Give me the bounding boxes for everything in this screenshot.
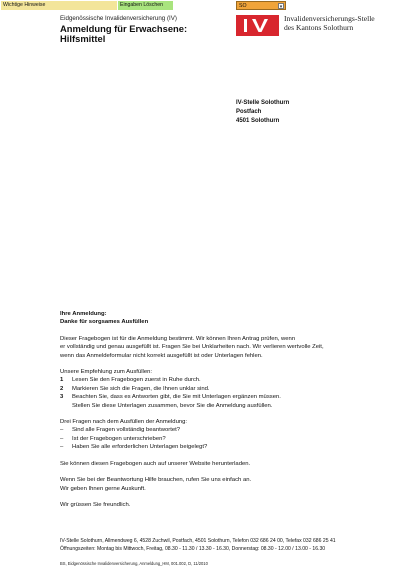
clear-inputs-button[interactable]: Eingaben Löschen <box>118 1 173 10</box>
footer-contact <box>60 538 336 553</box>
dash-marker: – <box>60 444 64 451</box>
document-id: BS, Eidgenössische Invalidenversicherung, Anmeldung_HM, 001.002, D, 11/2010 <box>60 561 208 566</box>
important-hints-button[interactable]: Wichtige Hinweise <box>1 1 117 10</box>
questions-title: Drei Fragen nach dem Ausfüllen der Anmeldung: <box>60 419 188 426</box>
form-toolbar <box>0 0 411 11</box>
address-line1: IV-Stelle Solothurn <box>236 100 290 106</box>
list-item <box>60 443 405 451</box>
help-line2: Wir geben Ihnen gerne Auskunft. <box>60 485 146 492</box>
body-heading1: Ihre Anmeldung: <box>60 311 107 317</box>
list-item <box>60 426 405 434</box>
step-text: Beachten Sie, dass es Antworten gibt, die Sie mit Unterlagen ergänzen müssen. <box>72 394 281 401</box>
page-title-line2: Hilfsmittel <box>60 33 106 44</box>
page-title-line1: Anmeldung für Erwachsene: <box>60 23 188 34</box>
intro-line: Dieser Fragebogen ist für die Anmeldung bestimmt. Wir können Ihren Antrag prüfen, wenn <box>60 335 296 342</box>
intro-line: er vollständig und genau ausgefüllt ist. Fragen Sie bei Unklarheiten nach. Wir verlieren wertvolle Zeit, <box>60 344 324 351</box>
step-text: Markieren Sie sich die Fragen, die Ihnen unklar sind. <box>72 385 210 392</box>
intro-line: wenn das Anmeldeformular nicht korrekt ausgefüllt ist oder Unterlagen fehlen. <box>60 352 263 359</box>
footer-address-line: IV-Stelle Solothurn, Allmendweg 6, 4528 Zuchwil, Postfach, 4501 Solothurn, Telefon 032 686 24 00, Telefax 032 686 25 41 <box>60 538 336 544</box>
greeting: Wir grüssen Sie freundlich. <box>60 501 131 508</box>
list-item <box>60 385 405 393</box>
list-item <box>60 376 405 384</box>
footer-hours-line: Öffnungszeiten: Montag bis Mittwoch, Freitag, 08.30 - 11.30 / 13.30 - 16.30, Donnerstag: 08.30 - 12.00 / 13.00 - 16.30 <box>60 545 326 552</box>
recommendation-title: Unsere Empfehlung zum Ausfüllen: <box>60 369 153 376</box>
download-note: Sie können diesen Fragebogen auch auf unserer Website herunterladen. <box>60 460 251 467</box>
address-line3: 4501 Solothurn <box>236 118 280 124</box>
letter-body <box>60 302 405 517</box>
address-line2: Postfach <box>236 109 262 115</box>
question-text: Sind alle Fragen vollständig beantwortet? <box>72 427 181 434</box>
logo-org-line2: des Kantons Solothurn <box>284 23 354 32</box>
question-text: Haben Sie alle erforderlichen Unterlagen beigelegt? <box>72 444 208 451</box>
list-item <box>60 435 405 443</box>
dash-marker: – <box>60 435 64 442</box>
chevron-down-icon[interactable]: ▾ <box>279 4 283 10</box>
canton-select-value: SO <box>239 3 247 9</box>
logo-org-line1: Invalidenversicherungs-Stelle <box>284 14 375 23</box>
question-text: Ist der Fragebogen unterschrieben? <box>72 435 166 442</box>
step-continuation: Stellen Sie diese Unterlagen zusammen, bevor Sie die Anmeldung ausfüllen. <box>72 402 273 409</box>
step-number: 3 <box>60 394 64 401</box>
body-heading2: Danke für sorgsames Ausfüllen <box>60 319 149 326</box>
page-title <box>60 24 187 44</box>
iv-logo <box>236 15 279 36</box>
logo-organization-text <box>284 14 375 32</box>
help-line1: Wenn Sie bei der Beantwortung Hilfe brauchen, rufen Sie uns einfach an. <box>60 477 252 484</box>
list-item <box>60 393 405 401</box>
step-number: 1 <box>60 377 64 384</box>
organization-name: Eidgenössische Invalidenversicherung (IV) <box>60 15 177 22</box>
step-number: 2 <box>60 385 64 392</box>
dash-marker: – <box>60 427 64 434</box>
recipient-address <box>236 99 289 126</box>
canton-select[interactable] <box>236 1 286 10</box>
step-text: Lesen Sie den Fragebogen zuerst in Ruhe durch. <box>72 377 201 384</box>
